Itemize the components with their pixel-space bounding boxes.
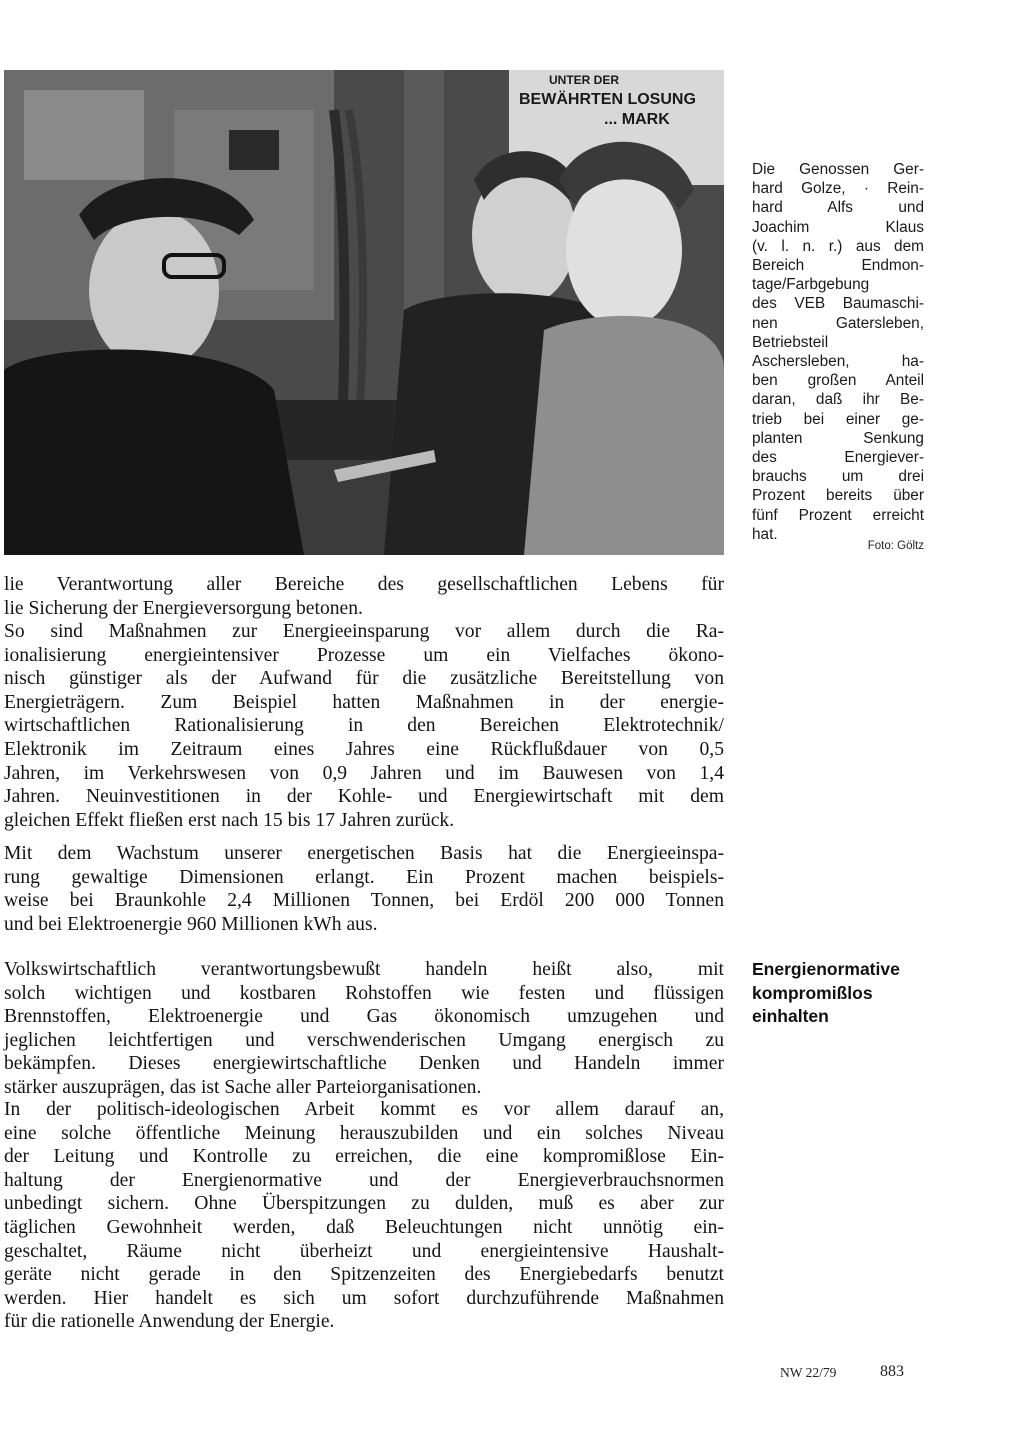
caption-line: daran, daß ihr Be-: [752, 391, 924, 409]
caption-line: fünf Prozent erreicht: [752, 506, 924, 524]
text-line: Brennstoffen, Elektroenergie und Gas ökonomisch umzugehen und: [4, 1006, 724, 1028]
text-line: ionalisierung energieintensiver Prozesse um ein Vielfaches ökono-: [4, 644, 724, 666]
photograph: [4, 70, 724, 555]
body-paragraph-5: [4, 1098, 724, 1334]
side-heading-line: Energienormative: [752, 959, 900, 979]
text-line: solch wichtigen und kostbaren Rohstoffen wie festen und flüssigen: [4, 982, 724, 1004]
caption-line: des Energiever-: [752, 449, 924, 467]
caption-line: planten Senkung: [752, 429, 924, 447]
photo-caption: [752, 160, 924, 544]
text-line: der Leitung und Kontrolle zu erreichen, die eine kompromißlose Ein-: [4, 1146, 724, 1168]
body-paragraph-4: [4, 958, 724, 1100]
caption-line: (v. l. n. r.) aus dem: [752, 237, 924, 255]
side-heading: [752, 958, 952, 1029]
caption-line: Betriebsteil: [752, 333, 829, 351]
text-line: nisch günstiger als der Aufwand für die zusätzliche Bereitstellung von: [4, 668, 724, 690]
left-man-face: [89, 210, 219, 370]
caption-line: des VEB Baumaschi-: [752, 295, 924, 313]
caption-line: nen Gatersleben,: [752, 314, 924, 332]
text-line: stärker auszuprägen, das ist Sache aller Parteiorganisationen.: [4, 1076, 482, 1098]
caption-line: Aschersleben, ha-: [752, 353, 924, 371]
machine-box: [24, 90, 144, 180]
text-line: Mit dem Wachstum unserer energetischen Basis hat die Energieeinspa-: [4, 843, 724, 864]
text-line: haltung der Energienormative und der Energieverbrauchsnormen: [4, 1169, 724, 1191]
text-line: rung gewaltige Dimensionen erlangt. Ein Prozent machen beispiels-: [4, 866, 724, 888]
text-line: unbedingt sichern. Ohne Überspitzungen zu dulden, muß es aber zur: [4, 1193, 724, 1215]
text-line: jeglichen leichtfertigen und verschwenderischen Umgang energisch zu: [4, 1029, 724, 1051]
gauge: [229, 130, 279, 170]
text-line: geräte nicht gerade in den Spitzenzeiten des Energiebedarfs benutzt: [4, 1264, 724, 1286]
sign-line-3: ... MARK: [604, 111, 670, 128]
caption-line: ben großen Anteil: [752, 372, 924, 390]
text-line: Jahren. Neuinvestitionen in der Kohle- und Energiewirtschaft mit dem: [4, 786, 724, 808]
caption-line: Prozent bereits über: [752, 487, 924, 505]
text-line: täglichen Gewohnheit werden, daß Beleuchtungen nicht unnötig ein-: [4, 1216, 724, 1238]
left-man-body: [4, 350, 304, 555]
caption-line: hard Alfs und: [752, 199, 924, 217]
body-paragraph-2: [4, 620, 724, 832]
sign-line-2: BEWÄHRTEN LOSUNG: [519, 91, 696, 108]
text-line: Jahren, im Verkehrswesen von 0,9 Jahren und im Bauwesen von 1,4: [4, 762, 724, 784]
page-number: 883: [880, 1363, 904, 1380]
photo-credit: Foto: Göltz: [867, 540, 924, 552]
caption-line: Bereich Endmon-: [752, 257, 924, 275]
text-line: für die rationelle Anwendung der Energie.: [4, 1311, 335, 1333]
text-line: werden. Hier handelt es sich um sofort durchzuführende Maßnahmen: [4, 1287, 724, 1309]
side-heading-line: kompromißlos: [752, 982, 873, 1003]
text-line: eine solche öffentliche Meinung herauszubilden und ein solches Niveau: [4, 1122, 724, 1144]
text-line: gleichen Effekt fließen erst nach 15 bis 17 Jahren zurück.: [4, 809, 455, 831]
text-line: bekämpfen. Dieses energiewirtschaftliche Denken und Handeln immer: [4, 1053, 724, 1075]
text-line: So sind Maßnahmen zur Energieeinsparung vor allem durch die Ra-: [4, 621, 724, 642]
caption-line: brauchs um drei: [752, 468, 924, 486]
text-line: geschaltet, Räume nicht überheizt und energieintensive Haushalt-: [4, 1240, 724, 1262]
text-line: Elektronik im Zeitraum eines Jahres eine Rückflußdauer von 0,5: [4, 738, 724, 760]
caption-line: hard Golze, · Rein-: [752, 180, 924, 198]
right-man-coat: [524, 316, 724, 555]
caption-line: hat.: [752, 525, 778, 543]
caption-line: trieb bei einer ge-: [752, 410, 924, 428]
journal-reference: NW 22/79: [780, 1365, 837, 1380]
text-line: In der politisch-ideologischen Arbeit kommt es vor allem darauf an,: [4, 1099, 724, 1120]
text-line: Volkswirtschaftlich verantwortungsbewußt handeln heißt also, mit: [4, 959, 724, 980]
right-man-face: [566, 172, 682, 328]
text-line: lie Verantwortung aller Bereiche des gesellschaftlichen Lebens für: [4, 574, 724, 595]
body-paragraph-3: [4, 842, 724, 936]
text-line: und bei Elektroenergie 960 Millionen kWh aus.: [4, 913, 378, 935]
text-line: weise bei Braunkohle 2,4 Millionen Tonnen, bei Erdöl 200 000 Tonnen: [4, 890, 724, 912]
sign-line-1: UNTER DER: [549, 73, 620, 87]
text-line: lie Sicherung der Energieversorgung betonen.: [4, 597, 363, 619]
caption-line: Die Genossen Ger-: [752, 161, 924, 178]
body-paragraph-1: [4, 573, 724, 620]
caption-line: tage/Farbgebung: [752, 276, 870, 294]
text-line: Energieträgern. Zum Beispiel hatten Maßnahmen in der energie-: [4, 691, 724, 713]
caption-line: Joachim Klaus: [752, 218, 924, 236]
text-line: wirtschaftlichen Rationalisierung in den Bereichen Elektrotechnik/: [4, 715, 724, 737]
photo-illustration: [4, 70, 724, 555]
side-heading-line: einhalten: [752, 1006, 829, 1026]
